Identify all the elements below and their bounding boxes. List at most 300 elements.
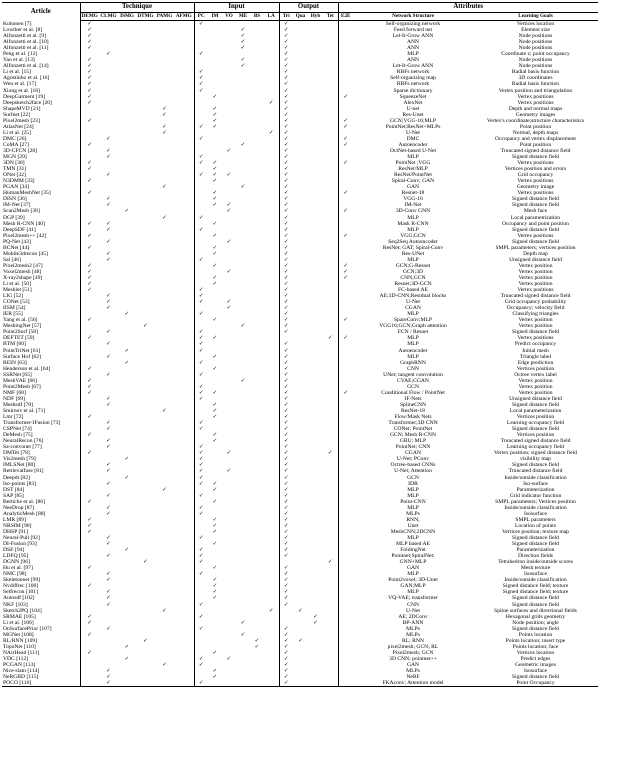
check-cell: ✓ xyxy=(279,372,293,378)
network-structure-cell: IDR xyxy=(408,480,418,487)
network-structure-cell: GCN; Mesh R-CNN xyxy=(390,432,436,439)
check-cell: ✓ xyxy=(212,123,218,130)
check-cell: ✓ xyxy=(124,311,130,318)
check-cell: ✓ xyxy=(194,257,208,263)
learning-goal-cell: Learning occupancy field xyxy=(506,420,565,427)
check-cell: ✓ xyxy=(279,511,293,517)
check-cell: ✓ xyxy=(279,94,293,100)
learning-goal-cell: Vertex position xyxy=(518,317,553,324)
learning-goal-cell: Unsigned distance field xyxy=(509,395,562,402)
col-e2e: E2E xyxy=(338,13,353,21)
check-cell: ✓ xyxy=(226,655,232,662)
article-cell: Peng et al. [12] xyxy=(3,51,38,58)
article-cell: DeMesh [75] xyxy=(3,432,33,439)
article-cell: CONet [53] xyxy=(3,299,30,306)
article-cell: Bertiche et al. [86] xyxy=(3,498,45,505)
check-cell: ✓ xyxy=(80,263,99,269)
network-structure-cell: Let-It-Grow ANN xyxy=(392,33,434,40)
check-cell: ✓ xyxy=(194,372,208,378)
network-structure-cell: MLPs xyxy=(406,625,420,632)
article-cell: SRMAE [105] xyxy=(3,613,36,620)
network-structure-cell: SqueezeNet xyxy=(399,93,427,100)
check-cell: ✓ xyxy=(279,136,293,142)
article-cell: Li et al. [15] xyxy=(3,69,31,76)
check-cell: ✓ xyxy=(212,432,218,439)
check-cell: ✓ xyxy=(279,571,293,577)
learning-goal-cell: Vertex positions xyxy=(517,335,554,342)
learning-goal-cell: Inside/outside classification xyxy=(504,504,567,511)
network-structure-cell: Resnet-18 xyxy=(401,190,425,197)
check-cell: ✓ xyxy=(279,148,293,154)
check-cell: ✓ xyxy=(212,178,218,185)
check-cell: ✓ xyxy=(226,238,232,245)
check-cell: ✓ xyxy=(194,396,208,402)
learning-goal-cell: Vertices position and errors xyxy=(504,166,567,173)
check-cell: ✓ xyxy=(212,105,218,112)
article-cell: REIN [63] xyxy=(3,359,27,366)
check-cell: ✓ xyxy=(162,184,167,191)
check-cell: ✓ xyxy=(279,184,293,190)
check-cell: ✓ xyxy=(80,81,99,87)
network-structure-cell: ResNet-18 xyxy=(401,408,425,414)
check-cell: ✓ xyxy=(124,359,130,366)
check-cell: ✓ xyxy=(162,105,167,112)
check-cell: ✓ xyxy=(212,117,218,124)
check-cell: ✓ xyxy=(279,602,293,608)
network-structure-cell: GAN xyxy=(406,565,420,572)
article-cell: DMTet [78] xyxy=(3,450,30,457)
check-cell xyxy=(264,680,279,687)
article-cell: DHSP [91] xyxy=(3,528,28,535)
col-vo: VO xyxy=(222,13,236,21)
col-learning-goals: Learning Goals xyxy=(473,13,598,21)
check-cell: ✓ xyxy=(80,583,99,589)
check-cell: ✓ xyxy=(80,523,99,529)
check-cell: ✓ xyxy=(80,620,99,626)
check-cell: ✓ xyxy=(279,21,293,28)
col-la: LA xyxy=(264,13,279,21)
network-structure-cell: AE; 2DConv xyxy=(398,613,428,620)
network-structure-cell: Flow/Mask Nets xyxy=(394,414,432,421)
article-cell: Point2Mesh [67] xyxy=(3,383,41,390)
check-cell: ✓ xyxy=(194,154,208,160)
col-hyb: Hyb xyxy=(308,13,323,21)
check-cell: ✓ xyxy=(106,395,111,402)
network-structure-cell: Point2voxel; 3D-Unet xyxy=(388,577,438,584)
article-cell: Xiong et al. [18] xyxy=(3,87,40,94)
network-structure-cell: AlexNet xyxy=(403,99,423,106)
network-structure-cell: MLP xyxy=(407,571,419,578)
check-cell: ✓ xyxy=(212,232,218,239)
check-cell: ✓ xyxy=(279,233,293,239)
network-structure-cell: 3D-Conv GNN xyxy=(395,208,431,215)
check-cell: ✓ xyxy=(194,475,208,481)
article-cell: CSPNet [74] xyxy=(3,426,32,433)
check-cell: ✓ xyxy=(80,39,99,45)
check-cell: ✓ xyxy=(298,637,303,644)
learning-goal-cell: Signed distance field xyxy=(512,595,559,602)
article-cell: NRSfM [90] xyxy=(3,522,32,529)
e2e-cell: ✓ xyxy=(338,208,353,214)
check-cell: ✓ xyxy=(143,559,148,566)
check-cell: ✓ xyxy=(106,51,111,58)
network-structure-cell: Transformer;3D CNN xyxy=(388,420,438,427)
article-cell: LMR [89] xyxy=(3,516,26,523)
check-cell: ✓ xyxy=(279,88,293,94)
learning-goal-cell: Occupancy; velocity field xyxy=(506,305,565,312)
check-cell: ✓ xyxy=(212,595,218,602)
check-cell: ✓ xyxy=(279,674,293,680)
check-cell: ✓ xyxy=(279,275,293,281)
check-cell: ✓ xyxy=(194,535,208,541)
check-cell: ✓ xyxy=(279,75,293,81)
network-structure-cell: ResNet/MLP xyxy=(398,166,428,173)
check-cell: ✓ xyxy=(212,166,218,173)
check-cell: ✓ xyxy=(194,450,208,456)
check-cell: ✓ xyxy=(279,565,293,571)
check-cell: ✓ xyxy=(80,69,99,75)
check-cell: ✓ xyxy=(279,644,293,650)
check-cell: ✓ xyxy=(194,553,208,559)
check-cell: ✓ xyxy=(279,245,293,251)
learning-goal-cell: Location of points xyxy=(514,522,556,529)
network-structure-cell: Pointnet;SpiralNet; xyxy=(391,553,435,560)
check-cell: ✓ xyxy=(194,75,208,81)
network-structure-cell: IM-Net xyxy=(404,202,422,209)
learning-goal-cell: Truncated signed distance field xyxy=(500,147,571,154)
learning-goal-cell: Truncated signed distance field xyxy=(500,293,571,300)
check-cell: ✓ xyxy=(106,589,111,596)
check-cell: ✓ xyxy=(194,444,208,450)
check-cell: ✓ xyxy=(162,607,167,614)
network-structure-cell: MLP based AE xyxy=(396,541,430,548)
check-cell: ✓ xyxy=(80,33,99,39)
check-cell: ✓ xyxy=(80,75,99,81)
check-cell xyxy=(208,680,222,687)
col-tet: Tet xyxy=(323,13,338,21)
article-cell: Deepdt [82] xyxy=(3,474,30,481)
col-tri: Tri xyxy=(279,13,293,21)
check-cell: ✓ xyxy=(212,583,218,590)
article-cell: PQ-Net [43] xyxy=(3,238,31,245)
article-cell: AnalyticMesh [88] xyxy=(3,510,46,517)
article-cell: Mobile3drecon [45] xyxy=(3,250,48,257)
article-cell: IISM [54] xyxy=(3,305,26,312)
network-structure-cell: U-Net; PConv xyxy=(396,456,430,463)
learning-goal-cell: Classifying triangles xyxy=(512,311,559,318)
check-cell: ✓ xyxy=(212,668,218,675)
check-cell: ✓ xyxy=(226,299,232,306)
check-cell: ✓ xyxy=(279,39,293,45)
article-cell: MeshVAE [66] xyxy=(3,377,37,384)
article-cell: BCNet [44] xyxy=(3,244,30,251)
check-cell: ✓ xyxy=(194,493,208,499)
col-demg: DEMG xyxy=(81,13,98,20)
learning-goal-cell: Signed distance field xyxy=(512,462,559,469)
check-cell: ✓ xyxy=(80,27,99,33)
article-cell: Pixel2mesh++ [42] xyxy=(3,232,47,239)
check-cell: ✓ xyxy=(279,505,293,511)
article-cell: Mesh R-CNN [40] xyxy=(3,220,45,227)
network-structure-cell: CNN xyxy=(407,601,419,608)
network-structure-cell: 3D CNN; pointnet++ xyxy=(389,655,437,662)
check-cell: ✓ xyxy=(279,523,293,529)
article-cell: IM-Net [37] xyxy=(3,202,31,209)
check-cell: ✓ xyxy=(212,528,218,535)
network-structure-cell: MLP xyxy=(407,51,419,58)
network-structure-cell: PointNet;ResNet+MLPs xyxy=(385,123,441,130)
check-cell: ✓ xyxy=(279,402,293,408)
check-cell: ✓ xyxy=(279,239,293,245)
learning-goal-cell: Vertex position xyxy=(518,377,553,384)
check-cell: ✓ xyxy=(106,196,111,203)
check-cell: ✓ xyxy=(106,668,111,675)
check-cell: ✓ xyxy=(313,613,318,620)
learning-goal-cell: Normal, depth maps xyxy=(512,129,559,136)
network-structure-cell: MLP xyxy=(407,492,419,499)
learning-goal-cell: Octree vertex label xyxy=(514,371,557,378)
article-cell: Sa-convonet [77] xyxy=(3,444,42,451)
check-cell xyxy=(222,680,236,687)
check-cell xyxy=(80,680,99,687)
check-cell xyxy=(155,680,174,687)
check-cell: ✓ xyxy=(80,450,99,456)
learning-goal-cell: visibility map xyxy=(520,456,551,463)
article-cell: DISN [36] xyxy=(3,196,27,203)
network-structure-cell: PointNet; CNN xyxy=(395,444,431,451)
network-structure-cell: VGG-16 xyxy=(403,196,423,203)
network-structure-cell: Mask R-CNN xyxy=(397,220,429,227)
learning-goal-cell: Coordinate z; point occupancy xyxy=(501,51,570,58)
network-structure-cell: VQ-VAE; transformer xyxy=(388,595,438,602)
check-cell: ✓ xyxy=(194,390,208,396)
check-cell: ✓ xyxy=(80,166,99,172)
check-cell: ✓ xyxy=(279,577,293,583)
check-cell: ✓ xyxy=(194,456,208,462)
article-cell: DeepGarment [19] xyxy=(3,93,46,100)
check-cell: ✓ xyxy=(279,396,293,402)
check-cell: ✓ xyxy=(80,366,99,372)
article-cell: Alfonzetti et al. [11] xyxy=(3,45,49,52)
article-cell: Surfnet [22] xyxy=(3,111,31,118)
check-cell: ✓ xyxy=(279,384,293,390)
check-cell: ✓ xyxy=(268,99,274,106)
learning-goal-cell: Signed distance field; texture xyxy=(502,583,569,590)
check-cell: ✓ xyxy=(106,226,111,233)
learning-goal-cell: Vertex position xyxy=(518,274,553,281)
article-cell: Pixel2mesh2 [47] xyxy=(3,262,43,269)
article-cell: N3DMM [33] xyxy=(3,178,35,185)
network-structure-cell: Let-It-Grow ANN xyxy=(392,63,434,70)
check-cell: ✓ xyxy=(279,541,293,547)
network-structure-cell: MLP xyxy=(407,335,419,342)
learning-goal-cell: Vertex positions xyxy=(517,190,554,197)
article-cell: Selfrecon [101] xyxy=(3,589,38,596)
check-cell: ✓ xyxy=(279,202,293,208)
check-cell: ✓ xyxy=(194,559,208,565)
check-cell: ✓ xyxy=(279,499,293,505)
article-cell: MeshingNet [57] xyxy=(3,323,42,330)
learning-goal-cell: Hexagonal grids geometry xyxy=(505,613,566,620)
network-structure-cell: Feed forward net xyxy=(393,27,433,34)
check-cell: ✓ xyxy=(194,505,208,511)
network-structure-cell: MLPs xyxy=(406,668,420,675)
check-cell: ✓ xyxy=(212,274,218,281)
header-sub-row xyxy=(2,13,598,21)
network-structure-cell: RBFs network xyxy=(396,69,430,76)
learning-goal-cell: Grid occupancy probability xyxy=(504,299,567,306)
article-cell: NeuralRecon [76] xyxy=(3,438,44,445)
check-cell: ✓ xyxy=(212,202,218,209)
check-cell: ✓ xyxy=(194,227,208,233)
network-structure-cell: Conditional Flow / PointNet xyxy=(381,389,445,396)
col-ismg: ISMG xyxy=(118,13,136,21)
check-cell xyxy=(236,680,250,687)
check-cell: ✓ xyxy=(279,626,293,632)
check-cell: ✓ xyxy=(106,480,111,487)
check-cell: ✓ xyxy=(279,656,293,662)
learning-goal-cell: Truncated distance field xyxy=(508,468,563,475)
check-cell: ✓ xyxy=(106,250,111,257)
check-cell: ✓ xyxy=(80,233,99,239)
learning-goal-cell: Vertex position xyxy=(518,389,553,396)
learning-goal-cell: Points location; face xyxy=(512,643,559,650)
check-cell: ✓ xyxy=(194,172,208,178)
network-structure-cell: Spiral-Conv; GAN xyxy=(391,178,435,185)
check-cell: ✓ xyxy=(212,244,218,251)
check-cell: ✓ xyxy=(162,486,167,493)
check-cell: ✓ xyxy=(279,632,293,638)
network-structure-cell: CGAN xyxy=(405,305,421,312)
article-cell: NeeDrop [87] xyxy=(3,504,35,511)
check-cell: ✓ xyxy=(279,535,293,541)
check-cell: ✓ xyxy=(212,220,218,227)
article-cell: SSRNet [65] xyxy=(3,371,32,378)
e2e-cell: ✓ xyxy=(338,269,353,275)
learning-goal-cell: Local parametrization xyxy=(510,214,561,221)
check-cell: ✓ xyxy=(106,492,111,499)
learning-goal-cell: Inside/outside classification xyxy=(504,474,567,481)
learning-goal-cell: Point Occupancy xyxy=(473,680,598,687)
learning-goal-cell: Geometry images xyxy=(515,111,556,118)
network-structure-cell: GAN xyxy=(406,661,420,668)
check-cell: ✓ xyxy=(80,45,99,51)
learning-goal-cell: Point position xyxy=(519,123,552,130)
check-cell: ✓ xyxy=(279,475,293,481)
network-structure-cell: NeRF xyxy=(406,674,420,681)
check-cell: ✓ xyxy=(212,111,218,118)
check-cell: ✓ xyxy=(106,147,111,154)
check-cell: ✓ xyxy=(80,614,99,620)
check-cell: ✓ xyxy=(212,160,218,167)
check-cell: ✓ xyxy=(80,221,99,227)
learning-goal-cell: Vertex position xyxy=(518,383,553,390)
network-structure-cell: MLP xyxy=(407,504,419,511)
check-cell: ✓ xyxy=(279,269,293,275)
check-cell: ✓ xyxy=(194,511,208,517)
check-cell: ✓ xyxy=(279,281,293,287)
learning-goal-cell: Iso-surface xyxy=(523,480,548,487)
check-cell: ✓ xyxy=(279,553,293,559)
check-cell: ✓ xyxy=(254,637,260,644)
learning-goal-cell: Triangle label xyxy=(519,353,552,360)
learning-goal-cell: SMPL parameters; Vertices position xyxy=(495,498,576,505)
article-cell: Wen et al. [17] xyxy=(3,81,37,88)
learning-goal-cell: Tetrahedron inside/outside scores xyxy=(498,559,573,566)
check-cell: ✓ xyxy=(80,517,99,523)
learning-goal-cell: Vertex positions xyxy=(517,178,554,185)
network-structure-cell: MLP xyxy=(407,353,419,360)
check-cell: ✓ xyxy=(194,287,208,293)
check-cell: ✓ xyxy=(80,378,99,384)
network-structure-cell: Autoencoder xyxy=(398,141,428,148)
article-cell: AtlasNet [24] xyxy=(3,123,34,130)
article-cell: DeepSDF [41] xyxy=(3,226,36,233)
check-cell: ✓ xyxy=(106,510,111,517)
learning-goal-cell: Inside/outside classification xyxy=(504,577,567,584)
check-cell: ✓ xyxy=(226,147,232,154)
check-cell: ✓ xyxy=(279,348,293,354)
network-structure-cell: MLPs xyxy=(406,631,420,638)
article-cell: DI-Fusion [93] xyxy=(3,541,37,548)
e2e-cell: ✓ xyxy=(338,142,353,148)
check-cell: ✓ xyxy=(279,142,293,148)
network-structure-cell: U-Net xyxy=(406,129,420,136)
check-cell: ✓ xyxy=(194,420,208,426)
col-im: IM xyxy=(208,13,222,21)
article-cell: ShapeMVD [21] xyxy=(3,105,41,112)
network-structure-cell: GraphRNN xyxy=(400,359,426,366)
check-cell: ✓ xyxy=(80,142,99,148)
check-cell: ✓ xyxy=(194,468,208,474)
check-cell: ✓ xyxy=(240,63,246,70)
check-cell: ✓ xyxy=(279,130,293,136)
check-cell: ✓ xyxy=(106,571,111,578)
check-cell: ✓ xyxy=(80,529,99,535)
article-cell: PCGAN [113] xyxy=(3,661,36,668)
learning-goal-cell: Parameterization xyxy=(516,547,555,554)
check-cell: ✓ xyxy=(80,335,99,341)
check-cell: ✓ xyxy=(124,347,130,354)
learning-goal-cell: Signed distance field xyxy=(512,401,559,408)
check-cell: ✓ xyxy=(194,662,208,668)
check-cell: ✓ xyxy=(106,293,111,300)
network-structure-cell: ANN xyxy=(406,39,420,46)
check-cell xyxy=(136,680,155,687)
check-cell: ✓ xyxy=(313,619,318,626)
network-structure-cell: Point-CNN xyxy=(400,498,426,505)
article-cell: DEFTET [59] xyxy=(3,335,35,342)
col-network-structure: Network Structure xyxy=(353,13,473,21)
check-cell: ✓ xyxy=(279,221,293,227)
check-cell: ✓ xyxy=(279,69,293,75)
check-cell: ✓ xyxy=(279,63,293,69)
network-structure-cell: RL; RNN xyxy=(402,637,424,644)
check-cell: ✓ xyxy=(279,154,293,160)
check-cell: ✓ xyxy=(279,106,293,112)
e2e-cell: ✓ xyxy=(338,263,353,269)
article-cell: NDF [69] xyxy=(3,395,25,402)
network-structure-cell: MLP xyxy=(407,534,419,541)
learning-goal-cell: Point position xyxy=(519,141,552,148)
check-cell: ✓ xyxy=(279,33,293,39)
article-cell: Voxel2mesh [48] xyxy=(3,268,42,275)
check-cell: ✓ xyxy=(194,81,208,87)
learning-goal-cell: Occupancy and vertex displacement xyxy=(495,135,576,142)
check-cell: ✓ xyxy=(106,426,111,433)
network-structure-cell: DMC xyxy=(406,135,420,142)
check-cell: ✓ xyxy=(279,680,293,687)
